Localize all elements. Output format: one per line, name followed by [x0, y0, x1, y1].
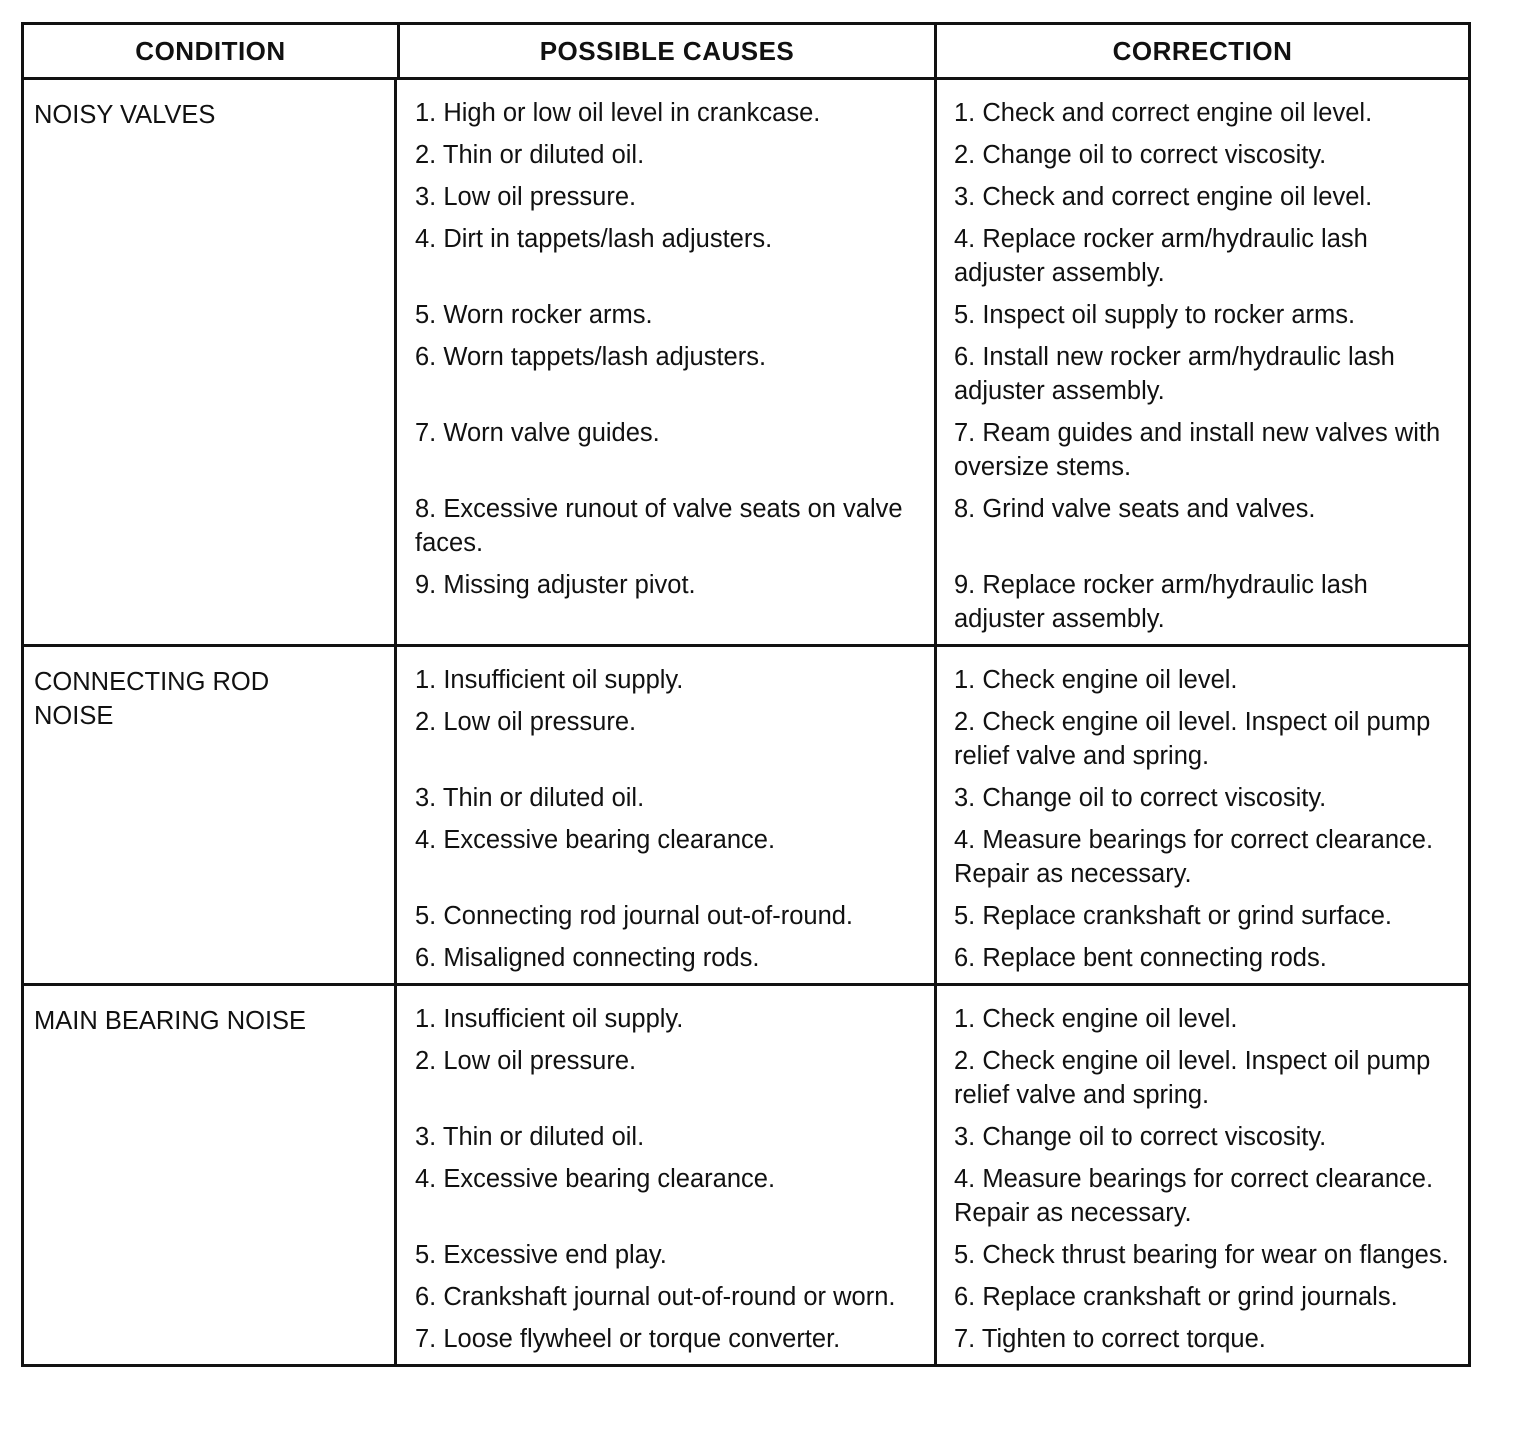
possible-cause: 2. Low oil pressure. [415, 1047, 637, 1075]
correction: 4. Measure bearings for correct clearance. Repair as necessary. [954, 1165, 1434, 1227]
possible-cause: 5. Worn rocker arms. [415, 301, 653, 329]
correction: 9. Replace rocker arm/hydraulic lash adjuster assembly. [954, 571, 1368, 633]
correction: 7. Tighten to correct torque. [954, 1325, 1266, 1353]
section-row [24, 986, 1468, 1364]
correction: 7. Ream guides and install new valves with oversize stems. [954, 419, 1441, 481]
list-item [397, 1120, 1468, 1162]
list-item [397, 1280, 1468, 1322]
list-item [397, 340, 1468, 416]
list-item [397, 1044, 1468, 1120]
possible-cause: 8. Excessive runout of valve seats on valve faces. [415, 495, 903, 557]
correction: 2. Check engine oil level. Inspect oil pump relief valve and spring. [954, 1047, 1431, 1109]
list-item [397, 705, 1468, 781]
possible-cause: 1. Insufficient oil supply. [415, 666, 684, 694]
correction: 5. Replace crankshaft or grind surface. [954, 902, 1392, 930]
column-divider [934, 647, 937, 983]
possible-cause: 4. Dirt in tappets/lash adjusters. [415, 225, 773, 253]
correction: 6. Replace bent connecting rods. [954, 944, 1327, 972]
condition-cell: CONNECTING ROD NOISE [34, 668, 270, 730]
correction: 3. Check and correct engine oil level. [954, 183, 1373, 211]
correction: 1. Check and correct engine oil level. [954, 99, 1373, 127]
possible-cause: 3. Low oil pressure. [415, 183, 637, 211]
correction: 2. Check engine oil level. Inspect oil pump relief valve and spring. [954, 708, 1431, 770]
possible-cause: 2. Low oil pressure. [415, 708, 637, 736]
possible-cause: 3. Thin or diluted oil. [415, 1123, 645, 1151]
cause-correction-rows [394, 647, 1468, 983]
possible-cause: 5. Connecting rod journal out-of-round. [415, 902, 854, 930]
correction: 2. Change oil to correct viscosity. [954, 141, 1327, 169]
possible-cause: 7. Worn valve guides. [415, 419, 660, 447]
correction: 4. Measure bearings for correct clearance. Repair as necessary. [954, 826, 1434, 888]
correction: 4. Replace rocker arm/hydraulic lash adjuster assembly. [954, 225, 1368, 287]
list-item [397, 663, 1468, 705]
column-divider [934, 80, 937, 644]
correction: 1. Check engine oil level. [954, 666, 1238, 694]
list-item [397, 1162, 1468, 1238]
possible-cause: 7. Loose flywheel or torque converter. [415, 1325, 841, 1353]
possible-cause: 1. High or low oil level in crankcase. [415, 99, 821, 127]
section-row [24, 647, 1468, 986]
correction: 3. Change oil to correct viscosity. [954, 784, 1327, 812]
cause-correction-rows [394, 80, 1468, 644]
list-item [397, 781, 1468, 823]
correction: 6. Replace crankshaft or grind journals. [954, 1283, 1398, 1311]
possible-cause: 3. Thin or diluted oil. [415, 784, 645, 812]
diagnosis-table [21, 22, 1471, 1367]
header-correction: CORRECTION [934, 25, 1468, 77]
list-item [397, 1322, 1468, 1364]
correction: 5. Check thrust bearing for wear on flanges. [954, 1241, 1449, 1269]
possible-cause: 4. Excessive bearing clearance. [415, 826, 776, 854]
table-body [24, 80, 1468, 1364]
list-item [397, 1002, 1468, 1044]
list-item [397, 222, 1468, 298]
correction: 6. Install new rocker arm/hydraulic lash adjuster assembly. [954, 343, 1395, 405]
cause-correction-rows [394, 986, 1468, 1364]
possible-cause: 4. Excessive bearing clearance. [415, 1165, 776, 1193]
possible-cause: 6. Crankshaft journal out-of-round or worn. [415, 1283, 896, 1311]
list-item [397, 180, 1468, 222]
list-item [397, 492, 1468, 568]
header-condition: CONDITION [135, 35, 286, 66]
list-item [397, 138, 1468, 180]
list-item [397, 568, 1468, 644]
possible-cause: 2. Thin or diluted oil. [415, 141, 645, 169]
condition-cell: MAIN BEARING NOISE [34, 1007, 307, 1035]
correction: 1. Check engine oil level. [954, 1005, 1238, 1033]
possible-cause: 6. Worn tappets/lash adjusters. [415, 343, 767, 371]
table-header [24, 25, 1468, 80]
list-item [397, 96, 1468, 138]
possible-cause: 9. Missing adjuster pivot. [415, 571, 696, 599]
condition-cell: NOISY VALVES [34, 101, 216, 129]
possible-cause: 1. Insufficient oil supply. [415, 1005, 684, 1033]
possible-cause: 6. Misaligned connecting rods. [415, 944, 760, 972]
list-item [397, 1238, 1468, 1280]
correction: 3. Change oil to correct viscosity. [954, 1123, 1327, 1151]
list-item [397, 823, 1468, 899]
correction: 8. Grind valve seats and valves. [954, 495, 1316, 523]
section-row [24, 80, 1468, 647]
list-item [397, 899, 1468, 941]
list-item [397, 298, 1468, 340]
list-item [397, 941, 1468, 983]
possible-cause: 5. Excessive end play. [415, 1241, 667, 1269]
header-possible-causes: POSSIBLE CAUSES [397, 25, 934, 77]
column-divider [934, 986, 937, 1364]
correction: 5. Inspect oil supply to rocker arms. [954, 301, 1356, 329]
list-item [397, 416, 1468, 492]
